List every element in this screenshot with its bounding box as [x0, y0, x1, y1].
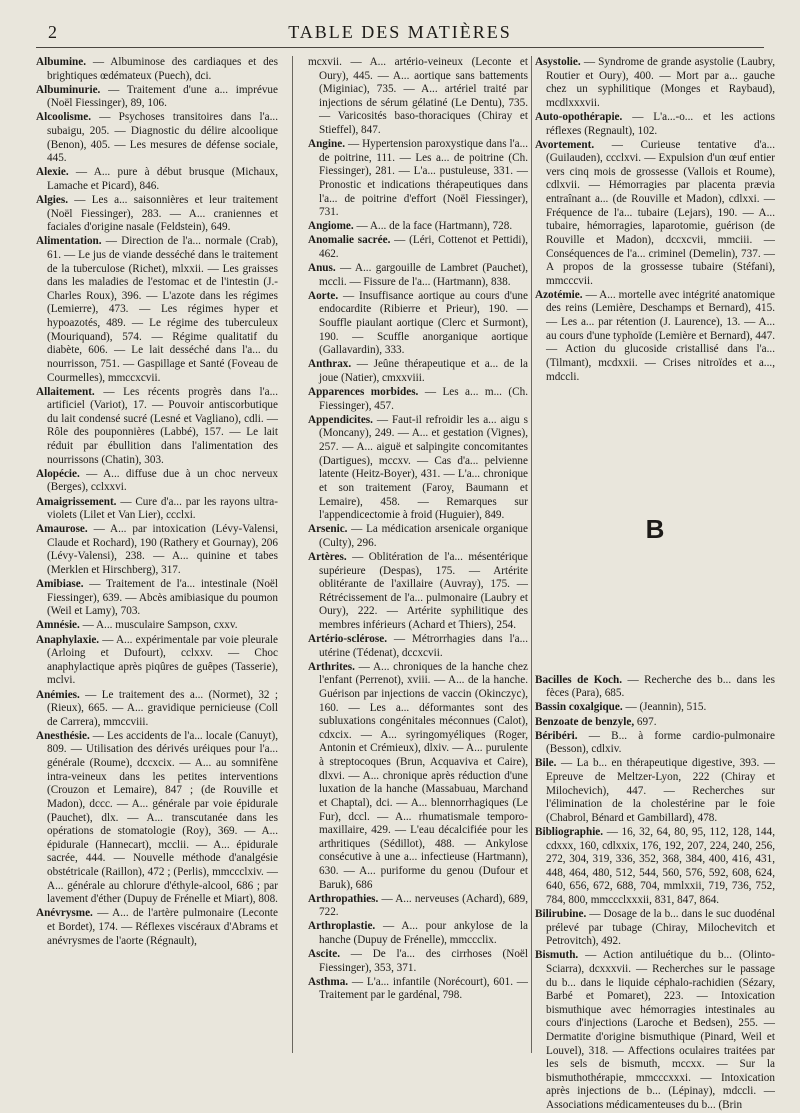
- running-header: [36, 18, 764, 48]
- entry-text: — A... par intoxication (Lévy-Valensi, Claude et Rochard), 190 (Rathery et Gournay), 206 (Lévy-Valensi), 238. — A... quinine et tabes (Merklen et Hirschberg), 317.: [47, 523, 278, 577]
- index-entry: [36, 578, 278, 619]
- entry-text: — Albuminose des cardiaques et des brightiques œdémateux (Puech), dci.: [47, 56, 278, 82]
- entry-text: — Métrorrhagies dans l'a... utérine (Tédenat), dccxcvii.: [319, 633, 528, 659]
- entry-text: — (Léri, Cottenot et Pettidi), 462.: [319, 234, 528, 261]
- index-entry: [308, 523, 528, 550]
- index-column-1: [36, 56, 278, 1053]
- index-entry: [36, 689, 278, 730]
- entry-text: — Curieuse tentative d'a... (Guilauden), ccclxvi. — Expulsion d'un œuf entier vers cinq mois de grossesse (Vallois et Roume), cdlxvii. — Hémorragies par placenta prævia entraînant a... (de Rouville et Madon), cdlxxi. — Fréquence de l'a... tubaire (Lejars), 190. — A... tubaire, hémorragies, laparotomie, guérison (de Rouville et Madon), dccxcvii, mmciii. — Conséquences de l'a... criminel (Demelin), 737. — A propos de la grossesse tubaire (Stéfani), mmcccvii.: [546, 138, 775, 287]
- entry-headword: Alimentation.: [36, 235, 102, 248]
- entry-headword: Anesthésie.: [36, 729, 90, 742]
- entry-text: — Les a... m... (Ch. Fiessinger), 457.: [319, 386, 528, 412]
- index-entry: [36, 111, 278, 165]
- index-entry: [36, 166, 278, 193]
- entry-headword: Benzoate de benzyle,: [535, 715, 635, 728]
- entry-headword: Ascite.: [308, 948, 340, 961]
- entry-text: — A... pure à début brusque (Michaux, Lamache et Picard), 846.: [47, 166, 278, 192]
- index-entry: [36, 523, 278, 577]
- index-entry: [535, 716, 775, 730]
- index-entry: [535, 674, 775, 701]
- entry-headword: Anévrysme.: [36, 907, 93, 920]
- entry-text: — A... pour ankylose de la hanche (Dupuy de Frénelle), mmccclix.: [319, 920, 528, 946]
- entry-headword: Alopécie.: [36, 467, 80, 480]
- entry-headword: Arthroplastie.: [308, 920, 376, 933]
- entry-headword: Bismuth.: [535, 949, 579, 962]
- index-entry: [535, 701, 775, 715]
- entry-text: — Faut-il refroidir les a... aigu s (Moncany), 249. — A... et gestation (Vignes), 257. — A... aiguë et salpingite concomitantes (Dartigues), mccxv. — Cas d'a... pelvienne latente (Heitz-Boyer), 431. — L'a... chronique et son traitement (Faroy, Baumann et Lemaire), 458. — Remarques sur l'appendicectomie à froid (Huguier), 849.: [319, 413, 528, 522]
- entry-headword: Artères.: [308, 550, 347, 563]
- entry-text: — A... mortelle avec intégrité anatomique des reins (Lemière, Deschamps et Bernard), 415. — Les a... par rétention (J. Laurence), 13. — A... au cours d'une typhoïde (Lemière et Bernard), 447. — Action du glucoside cristallisé dans l'a... (Tilmant), mcdxxii. — Crises nitroïdes et a..., mdccli.: [546, 288, 775, 383]
- index-entry: [308, 948, 528, 975]
- index-entry: [308, 220, 528, 234]
- index-entry: [308, 358, 528, 385]
- entry-headword: Asthma.: [308, 975, 349, 988]
- index-column-2: [308, 56, 528, 1053]
- entry-text: — Traitement d'une a... imprévue (Noël Fiessinger), 89, 106.: [47, 83, 278, 110]
- entry-text: — La médication arsenicale organique (Culty), 296.: [319, 523, 528, 549]
- entry-headword: Aorte.: [308, 289, 339, 302]
- entry-headword: Arthrites.: [308, 660, 355, 673]
- index-entry: [308, 893, 528, 920]
- entry-text: — A... nerveuses (Achard), 689, 722.: [319, 892, 528, 919]
- column-rule: [292, 56, 293, 1053]
- entry-text: — Action antiluétique du b... (Olinto-Sciarra), dcxxxvii. — Recherches sur le passage du b... dans le liquide céphalo-rachidien (Sézary, Barbé et Pomaret), 223. — Intoxication bismuthique avec hémorragies intestinales au cours d'injections (Laroche et Bedsen), 255. — Dermatite d'origine bismuthique (Pinard, Weil et Louvel), 318. — Affections oculaires traitées par les sels de bismuth, mccxx. — Sur la bismuthothérapie, mmcccxxxi. — Intoxication après injections de b... (Lépinay), mdccli. — Associations médicamenteuses du b... (Brin: [546, 949, 775, 1112]
- index-entry: [535, 111, 775, 138]
- entry-text: — Recherche des b... dans les fèces (Para), 685.: [546, 673, 775, 700]
- entry-text: — De l'a... des cirrhoses (Noël Fiessinger), 353, 371.: [319, 948, 528, 974]
- index-entry: [308, 56, 528, 138]
- index-entry: [308, 661, 528, 892]
- index-entry: [308, 290, 528, 358]
- index-entry: [535, 139, 775, 289]
- entry-headword: Amaigrissement.: [36, 495, 117, 508]
- entry-headword: Allaitement.: [36, 385, 95, 398]
- entry-headword: Bibliographie.: [535, 825, 604, 838]
- entry-headword: Angine.: [308, 138, 345, 151]
- entry-text: — L'a... infantile (Norécourt), 601. — Traitement par le gardénal, 798.: [319, 975, 528, 1002]
- entry-headword: Anémies.: [36, 688, 80, 701]
- entry-headword: Béribéri.: [535, 729, 578, 742]
- index-entry: [36, 235, 278, 385]
- entry-text: — Oblitération de l'a... mésentérique supérieure (Despas), 175. — Artérite oblitérante de l'axillaire (Auvray), 175. — Rétrécissement de l'a... pulmonaire (Laubry et Oury), 222. — Artérite syphilitique des membres inférieurs (Achard et Thiers), 254.: [319, 550, 528, 631]
- entry-text: — A... musculaire Sampson, cxxv.: [79, 619, 238, 632]
- entry-headword: Algies.: [36, 194, 69, 207]
- entry-text: — Insuffisance aortique au cours d'une endocardite (Ribierre et Prieur), 190. — Souffle piaulant aortique (Clerc et Surmont), 190. — Scuffle anorganique aortique (Gallavardin), 333.: [319, 289, 528, 357]
- index-entry: [36, 194, 278, 235]
- entry-text: — Le traitement des a... (Normet), 32 ; (Rieux), 665. — A... gravidique pernicieuse (Coll de Carrera), mmccviii.: [47, 688, 278, 728]
- entry-headword: Appendicites.: [308, 413, 373, 426]
- entry-text: mcxvii. — A... artério-veineux (Leconte et Oury), 445. — A... aortique sans battements (Miginiac), 735. — A... artériel traité par injections de sérum gélatiné (Le Dentu), 735. — Varicosités baso-thoraciques (Chiray et Stieffel), 847.: [308, 56, 528, 137]
- index-entry: [308, 234, 528, 261]
- index-entry: [535, 826, 775, 908]
- index-entry: [308, 414, 528, 523]
- index-entry: [36, 634, 278, 688]
- entry-headword: Apparences morbides.: [308, 386, 419, 399]
- index-entry: [36, 386, 278, 468]
- index-entry: [308, 262, 528, 289]
- entry-text: — Dosage de la b... dans le suc duodénal prélevé par tubage (Chiray, Milochevitch et Petrovitch), 492.: [546, 908, 775, 948]
- index-entry: [535, 908, 775, 949]
- entry-text: — A... de l'artère pulmonaire (Leconte et Bordet), 174. — Réflexes viscéraux d'Abrams et anévrysmes de l'aorte (Régnault),: [47, 907, 278, 947]
- index-entry: [36, 496, 278, 523]
- entry-headword: Angiome.: [308, 220, 354, 233]
- column-rule: [531, 56, 532, 1053]
- index-entry: [535, 949, 775, 1112]
- entry-headword: Albumine.: [36, 56, 87, 68]
- index-entry: [308, 386, 528, 413]
- section-letter: B: [645, 514, 665, 545]
- entry-text: — A... gargouille de Lambret (Pauchet), mccli. — Fissure de l'a... (Hartmann), 838.: [319, 262, 528, 288]
- entry-headword: Auto-opothérapie.: [535, 110, 623, 123]
- entry-text: — L'a...-o... et les actions réflexes (Regnault), 102.: [546, 110, 775, 137]
- index-entry: [308, 976, 528, 1003]
- entry-headword: Artério-sclérose.: [308, 633, 387, 646]
- entry-text: — Jeûne thérapeutique et a... de la joue (Natier), cmxxviii.: [319, 358, 528, 385]
- entry-headword: Arthropathies.: [308, 892, 379, 905]
- index-column-3-bottom: [535, 674, 775, 1113]
- entry-text: — A... diffuse due à un choc nerveux (Berges), cclxxvi.: [47, 467, 278, 494]
- index-entry: [308, 551, 528, 633]
- entry-headword: Bassin coxalgique.: [535, 701, 623, 714]
- entry-headword: Anthrax.: [308, 358, 352, 371]
- entry-text: — 16, 32, 64, 80, 95, 112, 128, 144, cdxxx, 160, cdlxxix, 176, 192, 207, 224, 240, 256, 272, 304, 319, 336, 352, 368, 384, 400, 416, 431, 448, 464, 480, 512, 544, 560, 576, 592, 608, 624, 640, 656, 672, 688, 704, mmlxxii, 719, 736, 752, 784, 800, mmccclxxxii, 831, 847, 864.: [546, 825, 775, 906]
- entry-headword: Arsenic.: [308, 523, 348, 536]
- entry-headword: Asystolie.: [535, 56, 581, 68]
- index-entry: [535, 757, 775, 825]
- entry-headword: Anomalie sacrée.: [308, 234, 391, 247]
- entry-text: — (Jeannin), 515.: [622, 701, 707, 714]
- entry-text: — Syndrome de grande asystolie (Laubry, Routier et Oury), 400. — Mort par a... gauche chez un syphilitique (Monges et Raybaud), mcdlxxxvii.: [546, 56, 775, 109]
- index-entry: [36, 468, 278, 495]
- index-entry: [36, 84, 278, 111]
- entry-text: — Les récents progrès dans l'a... artificiel (Variot), 17. — Pouvoir antiscorbutique du lait condensé sucré (Lesné et Vagliano), cdli. — Rôle des pouponnières (Labbé), 157. — Le lait réduit par ébullition dans l'alimentation des nourrissons (Chatin), 303.: [47, 385, 278, 466]
- running-title: TABLE DES MATIÈRES: [288, 22, 512, 42]
- entry-text: — A... chroniques de la hanche chez l'enfant (Perrenot), xviii. — A... de la hanche. Guérison par injections de vaccin (Okinczyc), 160. — Les a... déformantes sont des subluxations congénitales méconnues (Calot), cdxcix. — A... syringomyéliques (Roger, Antonin et Crémieux), dlxiv. — A... purulente à streptocoques (Brun, Acquaviva et Caire), dlxvi. — A... chronique après réduction d'une luxation de la hanche (Massabuau, Marchand et Chaptal), dci. — A... blennorrhagiques (Le Fur), dccl. — A... rhumatismale temporo-maxillaire, 429. — L'eau décalcifiée pour les arthritiques (Sédillot), 488. — Ankylose consécutive à une a... infectieuse (Hartmann), 630. — A... puriforme du genou (Dufour et Baruk), 686: [319, 660, 528, 891]
- entry-headword: Amaurose.: [36, 523, 88, 536]
- entry-headword: Amnésie.: [36, 619, 80, 632]
- entry-headword: Anaphylaxie.: [36, 633, 100, 646]
- index-column-3: [535, 56, 775, 1112]
- entry-text: — Psychoses transitoires dans l'a... subaigu, 205. — Diagnostic du délire alcoolique (Benon), 405. — Les mesures de défense sociale, 445.: [47, 111, 278, 165]
- entry-text: — A... expérimentale par voie pleurale (Arloing et Dufourt), cclxxv. — Choc anaphylactique après piqûres de guêpes (Tasserie), mclvi.: [47, 633, 278, 687]
- entry-text: — La b... en thérapeutique digestive, 393. — Epreuve de Meltzer-Lyon, 222 (Chiray et Milochevich), 447. — Recherches sur l'élimination de la cholestérine par le foie (Chabrol, Bénard et Gambillard), 478.: [546, 757, 775, 824]
- index-entry: [36, 56, 278, 83]
- entry-headword: Anus.: [308, 262, 336, 275]
- index-entry: [36, 619, 278, 633]
- entry-text: — Hypertension paroxystique dans l'a... de poitrine, 111. — Les a... de poitrine (Ch. Fiessinger), 281. — L'a... pustuleuse, 331. — Pronostic et indications thérapeutiques dans l'a... de poitrine d'effort (Noël Fiessinger), 731.: [319, 138, 528, 219]
- entry-headword: Bilirubine.: [535, 908, 587, 921]
- entry-headword: Bacilles de Koch.: [535, 673, 623, 686]
- index-entry: [535, 730, 775, 757]
- index-column-3-top: [535, 56, 775, 384]
- entry-text: — Traitement de l'a... intestinale (Noël Fiessinger), 639. — Abcès amibiasique du poumon (Weil et Lamy), 703.: [47, 578, 278, 618]
- entry-headword: Amibiase.: [36, 578, 84, 591]
- entry-text: — A... de la face (Hartmann), 728.: [353, 220, 513, 233]
- page-number: 2: [48, 22, 57, 42]
- index-entry: [308, 633, 528, 660]
- entry-text: — Cure d'a... par les rayons ultra-violets (Lilet et Van Lier), ccclxi.: [47, 495, 278, 522]
- entry-headword: Albuminurie.: [36, 83, 101, 96]
- entry-text: — Direction de l'a... normale (Crab), 61. — Le jus de viande desséché dans le traitement de la tuberculose (Richet), mlxxii. — Les graisses dans les maladies de l'estomac et de l'intestin (J.-Charles Roux), 396. — L'azote dans les régimes (Lemierre), 473. — Les régimes hyper et hypoazotés, 489. — Le régime des tuberculeux (Mouriquand), 574. — Régime qualitatif du diabète, 606. — Le lait desséché dans l'a... du nourrisson, 751. — Gaspillage et Santé (Foveau de Courmelles), mmccxcvii.: [47, 235, 278, 384]
- entry-headword: Alexie.: [36, 166, 69, 179]
- entry-text: — Les accidents de l'a... locale (Canuyt), 809. — Utilisation des dérivés uréiques pour l'a... générale (Roume), dccxcix. — A... au somnifène intra-veineux dans les petites interventions (Crouzon et Lemaire), 847 ; (de Rouville et Madon), dccc. — A... générale par voie épidurale (Pauchet), dlx. — A... transcutanée dans les opérations de stomatologie (Roy), 369. — A... épidurale (Hannecart), mcclii. — A... épidurale sacrée, 444. — Nouvelle méthode d'analgésie obstétricale (Raillon), 472 ; (Perlis), mmccclxiv. — A... générale au chlorure d'éthyle-alcool, 686 ; par lavement d'éther (Dupuy de Frénelle et Miart), 808.: [47, 729, 278, 906]
- entry-headword: Bile.: [535, 757, 557, 770]
- index-entry: [535, 289, 775, 384]
- index-entry: [36, 907, 278, 948]
- index-entry: [308, 920, 528, 947]
- entry-text: — Les a... saisonnières et leur traitement (Noël Fiessinger), 283. — A... craniennes et faciales d'origine nasale (Feldstein), 649.: [47, 194, 278, 234]
- index-entry: [36, 730, 278, 907]
- index-entry: [308, 138, 528, 220]
- entry-headword: Azotémie.: [535, 288, 583, 301]
- entry-text: 697.: [634, 715, 657, 728]
- entry-headword: Avortement.: [535, 138, 595, 151]
- entry-headword: Alcoolisme.: [36, 111, 91, 124]
- index-entry: [535, 56, 775, 110]
- entry-text: — B... à forme cardio-pulmonaire (Besson), cdlxiv.: [546, 729, 775, 756]
